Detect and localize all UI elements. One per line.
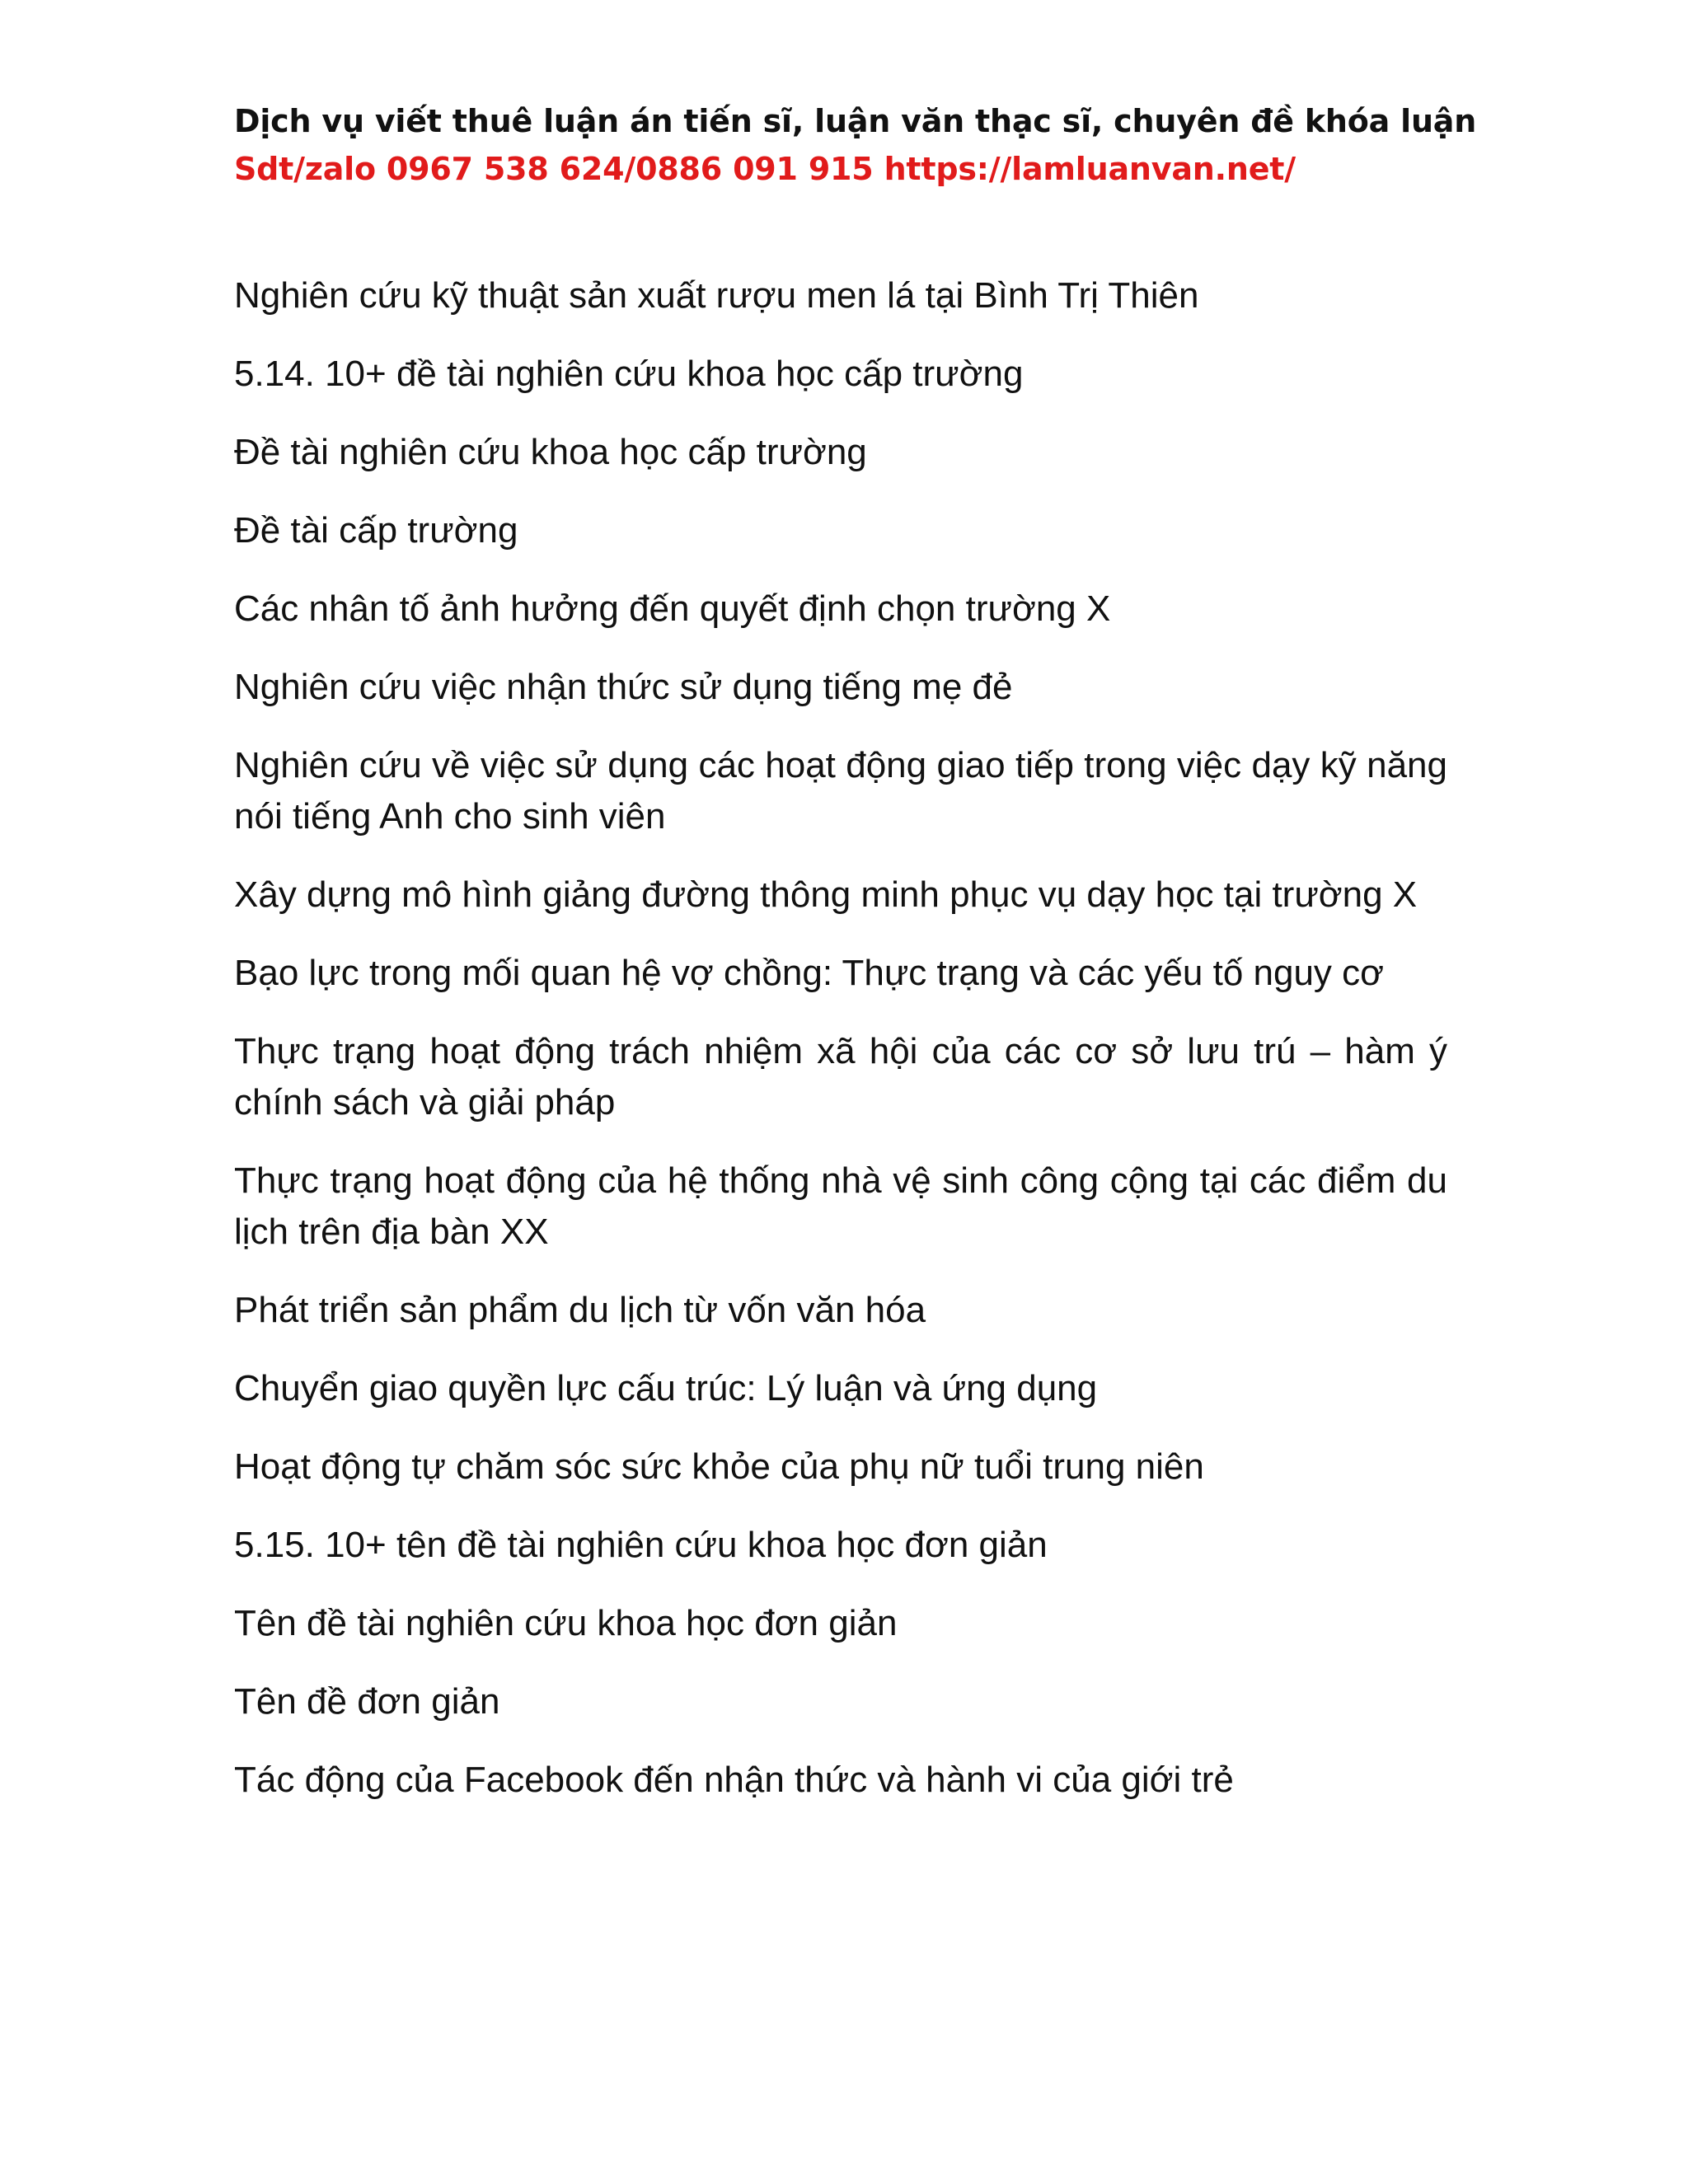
- paragraph-school-level-topic: Đề tài cấp trường: [234, 510, 518, 551]
- section-heading-5-14: 5.14. 10+ đề tài nghiên cứu khoa học cấp trường: [234, 354, 1024, 394]
- paragraph-self-care: Hoạt động tự chăm sóc sức khỏe của phụ nữ tuổi trung niên: [234, 1446, 1204, 1487]
- paragraph-school-level-research: Đề tài nghiên cứu khoa học cấp trường: [234, 432, 867, 472]
- paragraph-topic-rice-wine: Nghiên cứu kỹ thuật sản xuất rượu men lá tại Bình Trị Thiên: [234, 275, 1199, 316]
- paragraph-power-transfer: Chuyển giao quyền lực cấu trúc: Lý luận và ứng dụng: [234, 1368, 1098, 1408]
- paragraph-english-speaking: Nghiên cứu về việc sử dụng các hoạt động giao tiếp trong việc dạy kỹ năng nói tiếng Anh cho sinh viên: [234, 745, 1447, 837]
- paragraph-csr-accommodation: Thực trạng hoạt động trách nhiệm xã hội của các cơ sở lưu trú – hàm ý chính sách và giải pháp: [234, 1031, 1447, 1122]
- paragraph-school-choice-factors: Các nhân tố ảnh hưởng đến quyết định chọn trường X: [234, 588, 1111, 629]
- section-heading-5-15: 5.15. 10+ tên đề tài nghiên cứu khoa học đơn giản: [234, 1525, 1048, 1565]
- document-body: [234, 270, 1447, 1833]
- paragraph-tourism-products: Phát triển sản phẩm du lịch từ vốn văn hóa: [234, 1290, 926, 1330]
- paragraph-mother-tongue: Nghiên cứu việc nhận thức sử dụng tiếng mẹ đẻ: [234, 667, 1013, 707]
- paragraph-smart-classroom: Xây dựng mô hình giảng đường thông minh phục vụ dạy học tại trường X: [234, 874, 1418, 915]
- paragraph-domestic-violence: Bạo lực trong mối quan hệ vợ chồng: Thực trạng và các yếu tố nguy cơ: [234, 953, 1385, 993]
- contact-banner: Sdt/zalo 0967 538 624/0886 091 915 https://lamluanvan.net/: [234, 151, 1296, 187]
- paragraph-facebook-impact: Tác động của Facebook đến nhận thức và hành vi của giới trẻ: [234, 1760, 1234, 1800]
- service-banner: Dịch vụ viết thuê luận án tiến sĩ, luận văn thạc sĩ, chuyên đề khóa luận: [234, 103, 1477, 139]
- paragraph-simple-research-title: Tên đề tài nghiên cứu khoa học đơn giản: [234, 1603, 898, 1643]
- paragraph-simple-title: Tên đề đơn giản: [234, 1681, 500, 1722]
- paragraph-public-toilets: Thực trạng hoạt động của hệ thống nhà vệ sinh công cộng tại các điểm du lịch trên địa bàn XX: [234, 1160, 1447, 1252]
- page-header: [234, 97, 1477, 193]
